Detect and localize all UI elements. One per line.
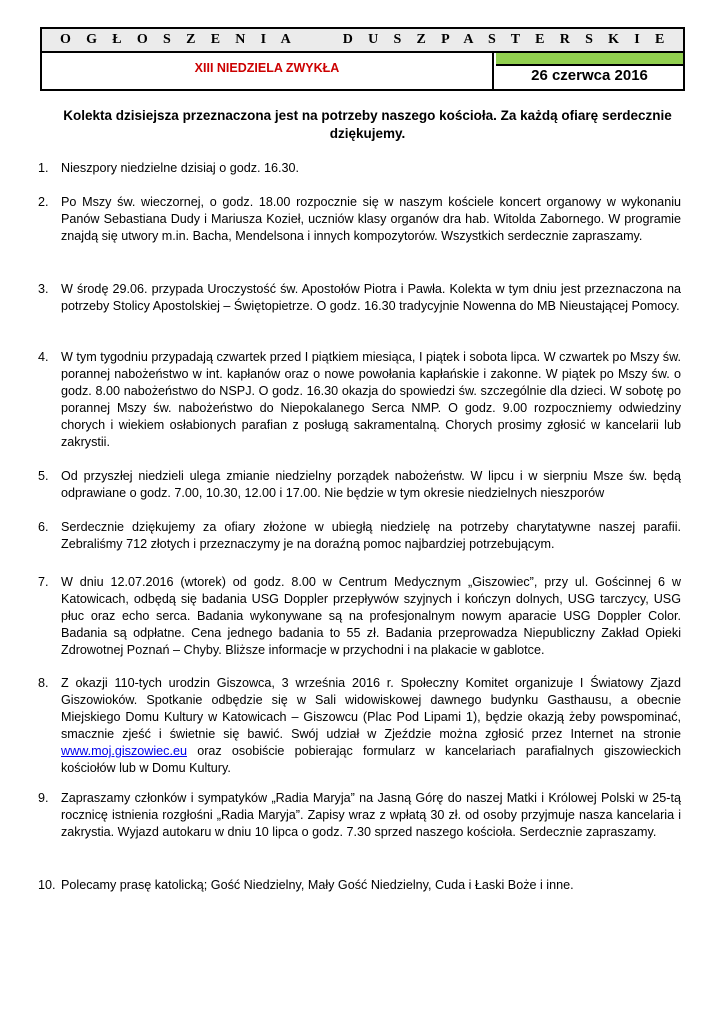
item-text-part: oraz osobiście pobierając formularz w kancelariach parafialnych giszowieckich kościołów lub w Domu Kultury. [61, 744, 681, 775]
item-number: 1. [38, 161, 49, 175]
item-number: 10. [38, 878, 56, 892]
item-number: 9. [38, 791, 49, 805]
item-text: W środę 29.06. przypada Uroczystość św. Apostołów Piotra i Pawła. Kolekta w tym dniu jest przeznaczona na potrzeby Stolicy Apostolskiej – Świętopietrze. O godz. 16.30 tradycyjnie Nowenna do MB Nieustającej Pomocy. [61, 282, 681, 313]
green-accent-bar [496, 53, 683, 66]
collection-intro: Kolekta dzisiejsza przeznaczona jest na potrzeby naszego kościoła. Za każdą ofiarę serdecznie dziękujemy. [63, 108, 672, 141]
item-number: 7. [38, 575, 49, 589]
website-link[interactable]: www.moj.giszowiec.eu [61, 744, 187, 758]
item-text: Polecamy prasę katolicką; Gość Niedzielny, Mały Gość Niedzielny, Cuda i Łaski Boże i inne. [61, 878, 574, 892]
item-number: 8. [38, 676, 49, 690]
item-number: 4. [38, 350, 49, 364]
item-text-part: Z okazji 110-tych urodzin Giszowca, 3 września 2016 r. Społeczny Komitet organizuje I Światowy Zjazd Giszowioków. Spotkanie odbędzie się w Sali widowiskowej dawnego budynku Gasthausu, a obecnie Miejskiego Domu Kultury w Katowicach – Giszowcu (Plac Pod Lipami 1), będzie okazją żeby powspominać, smacznie zjeść i świetnie się bawić. Swój udział w Zjeździe można zgłosić przez Internet na stronie [61, 676, 681, 741]
item-number: 5. [38, 469, 49, 483]
item-number: 6. [38, 520, 49, 534]
item-text: W tym tygodniu przypadają czwartek przed I piątkiem miesiąca, I piątek i sobota lipca. W czwartek po Mszy św. porannej nabożeństwo w int. kapłanów oraz o nowe powołania kapłańskie i zakonne. W piątek po Mszy św. o godz. 8.00 nabożeństwo do NSPJ. O godz. 16.30 okazja do spowiedzi św. szczególnie dla dzieci. W sobotę po porannej Mszy św. nabożeństwo do Niepokalanego Serca NMP. O godz. 9.00 rozpoczniemy odwiedziny chorych i wiekiem osłabionych parafian z posługą sakramentalną. Chorych prosimy zgłosić w kancelarii lub zakrystii. [61, 350, 681, 449]
item-text: Zapraszamy członków i sympatyków „Radia Maryja” na Jasną Górę do naszej Matki i Królowej Polski w 25-tą rocznicę istnienia rozgłośni „Radia Maryja”. Zapisy wraz z wpłatą 30 zł. od osoby przyjmuje nasza kancelaria i zakrystia. Wyjazd autokaru w dniu 10 lipca o godz. 7.30 sprzed naszego kościoła. Serdecznie zapraszamy. [61, 791, 681, 839]
announcement-header [40, 27, 685, 91]
item-number: 3. [38, 282, 49, 296]
item-text: Nieszpory niedzielne dzisiaj o godz. 16.30. [61, 161, 300, 175]
item-text: W dniu 12.07.2016 (wtorek) od godz. 8.00 w Centrum Medycznym „Giszowiec”, przy ul. Gościnnej 6 w Katowicach, odbędą się badania USG Doppler przepływów szyjnych i kończyn dolnych, USG tarczycy, USG płuc oraz echo serca. Badania wykonywane są na profesjonalnym nowym aparacie USG Doppler Color. Badania są odpłatne. Cena jednego badania to 55 zł. Badania przeprowadza Niepubliczny Zakład Opieki Zdrowotnej Poznań – Chyby. Bliższe informacje w przychodni i na plakacie w gablotce. [61, 575, 681, 657]
sunday-name: XIII NIEDZIELA ZWYKŁA [194, 61, 340, 75]
page-title: O G Ł O S Z E N I A D U S Z P A S T E R S K I E [60, 32, 671, 47]
item-number: 2. [38, 195, 49, 209]
item-text: Po Mszy św. wieczornej, o godz. 18.00 rozpocznie się w naszym kościele koncert organowy w wykonaniu Panów Sebastiana Dudy i Mariusza Kozieł, uczniów klasy organów dra hab. Witolda Zabornego. W programie znajdą się utwory m.in. Bacha, Mendelsona i innych kompozytorów. Wszystkich serdecznie zapraszamy. [61, 195, 681, 243]
item-text: Serdecznie dziękujemy za ofiary złożone w ubiegłą niedzielę na potrzeby charytatywne naszej parafii. Zebraliśmy 712 złotych i przeznaczymy je na doraźną pomoc najbardziej potrzebującym. [61, 520, 681, 551]
item-text: Od przyszłej niedzieli ulega zmianie niedzielny porządek nabożeństw. W lipcu i w sierpniu Msze św. będą odprawiane o godz. 7.00, 10.30, 12.00 i 17.00. Nie będzie w tym okresie niedzielnych nieszporów [61, 469, 681, 500]
title-row [42, 29, 683, 53]
announcement-date: 26 czerwca 2016 [531, 67, 648, 84]
item-text [61, 675, 681, 777]
sunday-cell [42, 53, 494, 89]
